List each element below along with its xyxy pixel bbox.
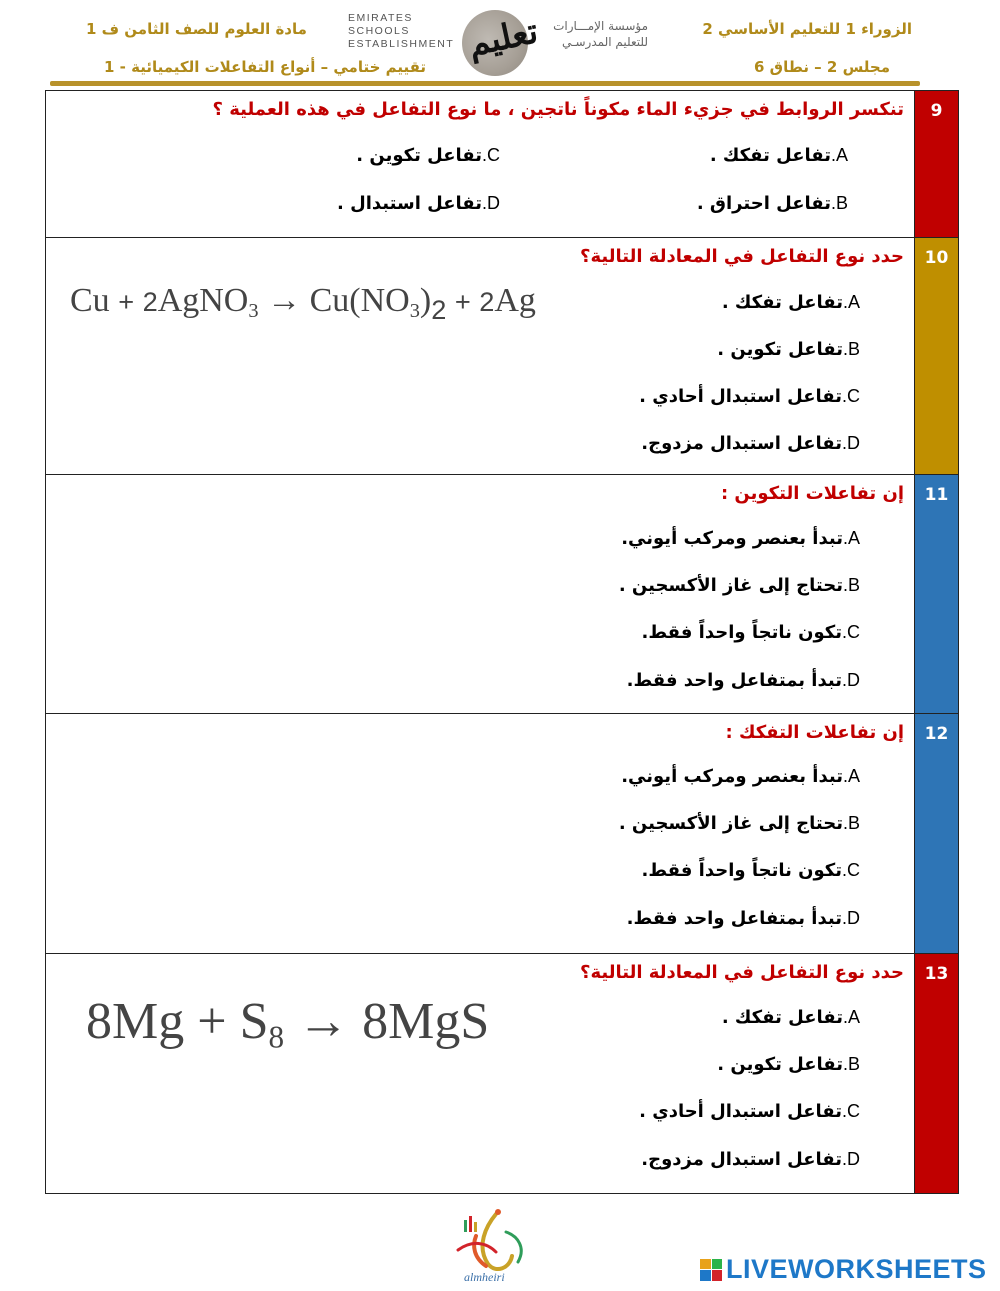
option-letter: B. [842,1054,860,1074]
option-letter: A. [842,1007,860,1027]
option-d[interactable] [627,908,860,929]
question-row-11 [46,475,958,714]
option-letter: D. [841,433,860,453]
option-letter: B. [842,575,860,595]
question-row-13 [46,954,958,1193]
option-letter: A. [830,145,848,165]
option-b[interactable] [619,813,860,834]
school-name: الزوراء 1 للتعليم الأساسي 2 [702,20,912,38]
option-text: تفاعل استبدال مزدوج. [641,433,842,454]
question-row-10 [46,238,958,475]
question-text: حدد نوع التفاعل في المعادلة التالية؟ [580,962,904,983]
option-a[interactable] [621,766,860,787]
option-text: تفاعل استبدال مزدوج. [641,1149,842,1170]
option-a[interactable] [722,292,860,313]
question-text: حدد نوع التفاعل في المعادلة التالية؟ [580,246,904,267]
option-c[interactable] [639,1101,860,1122]
option-b[interactable] [717,1054,860,1075]
option-letter: A. [842,292,860,312]
question-number: 10 [914,238,958,474]
live-badge-icon [700,1259,722,1281]
taleem-logo-word: تعليم [464,11,542,65]
option-text: تفاعل استبدال . [337,193,482,214]
option-text: تفاعل تفكك . [709,145,831,166]
option-letter: D. [841,908,860,928]
option-a[interactable] [722,1007,860,1028]
option-text: تبدأ بمتفاعل واحد فقط. [626,670,842,691]
option-text: تبدأ بعنصر ومركب أيوني. [621,528,843,549]
option-text: تحتاج إلى غاز الأكسجين . [618,813,843,834]
question-text: تنكسر الروابط في جزيء الماء مكوناً ناتجين ، ما نوع التفاعل في هذه العملية ؟ [212,99,904,120]
option-text: تفاعل تكوين . [717,339,843,360]
option-c[interactable] [642,622,860,643]
option-a[interactable] [710,145,848,166]
option-text: تفاعل تفكك . [721,1007,843,1028]
option-d[interactable] [641,1149,860,1170]
option-text: تبدأ بعنصر ومركب أيوني. [621,766,843,787]
question-row-9 [46,91,958,238]
question-text: إن تفاعلات التكوين : [720,483,904,504]
option-c[interactable] [642,860,860,881]
option-text: تكون ناتجاً واحداً فقط. [641,860,842,881]
equation-cu-agno3: Cu + 2AgNO$_3$ → $Cu(NO_3)_2 + 2Ag$ [70,282,536,326]
option-d[interactable] [627,670,860,691]
option-letter: C. [841,860,860,880]
question-number: 11 [914,475,958,713]
option-letter: B. [830,193,848,213]
header-divider [50,81,920,86]
question-number: 13 [914,954,958,1193]
option-letter: C. [841,1101,860,1121]
est-ar-line-1: مؤسسة الإمـــارات [553,19,648,33]
option-letter: A. [842,766,860,786]
establishment-logo-text [348,12,455,51]
option-text: تفاعل تفكك . [721,292,843,313]
question-text: إن تفاعلات التفكك : [725,722,904,743]
option-text: تفاعل استبدال أحادي . [639,386,842,407]
option-b[interactable] [619,575,860,596]
option-letter: B. [842,339,860,359]
option-text: تفاعل تكوين . [717,1054,843,1075]
option-text: تفاعل احتراق . [696,193,831,214]
liveworksheets-brand [700,1254,987,1285]
option-d[interactable] [641,433,860,454]
liveworksheets-wordmark: LIVEWORKSHEETS [726,1254,987,1284]
equation-mg-s8: $8Mg + S_8 \to 8MgS$ [86,993,490,1055]
option-text: تبدأ بمتفاعل واحد فقط. [626,908,842,929]
assessment-title: تقييم ختامي – أنواع التفاعلات الكيميائية - 1 [104,58,427,76]
option-b[interactable] [717,339,860,360]
subject-title: مادة العلوم للصف الثامن ف 1 [86,20,307,38]
question-table [45,90,959,1194]
question-row-12 [46,714,958,954]
question-number: 12 [914,714,958,953]
council-label: مجلس 2 – نطاق 6 [754,58,890,76]
option-c[interactable] [356,145,500,166]
est-ar-line-2: للتعليم المدرسـي [561,35,648,49]
option-letter: C. [841,622,860,642]
option-letter: D. [841,1149,860,1169]
option-letter: C. [841,386,860,406]
option-text: تحتاج إلى غاز الأكسجين . [618,575,843,596]
option-letter: D. [841,670,860,690]
option-text: تفاعل تكوين . [356,145,482,166]
option-letter: D. [481,193,500,213]
est-line-1: EMIRATES SCHOOLS [348,12,413,37]
question-number: 9 [914,91,958,237]
option-d[interactable] [337,193,500,214]
option-text: تفاعل استبدال أحادي . [639,1101,842,1122]
establishment-arabic-text [548,18,648,50]
est-line-2: ESTABLISHMENT [348,38,455,50]
option-text: تكون ناتجاً واحداً فقط. [641,622,842,643]
option-letter: A. [842,528,860,548]
option-letter: C. [481,145,500,165]
option-b[interactable] [697,193,848,214]
almheiri-logo-text: almheiri [464,1270,505,1284]
option-c[interactable] [639,386,860,407]
option-a[interactable] [621,528,860,549]
option-letter: B. [842,813,860,833]
